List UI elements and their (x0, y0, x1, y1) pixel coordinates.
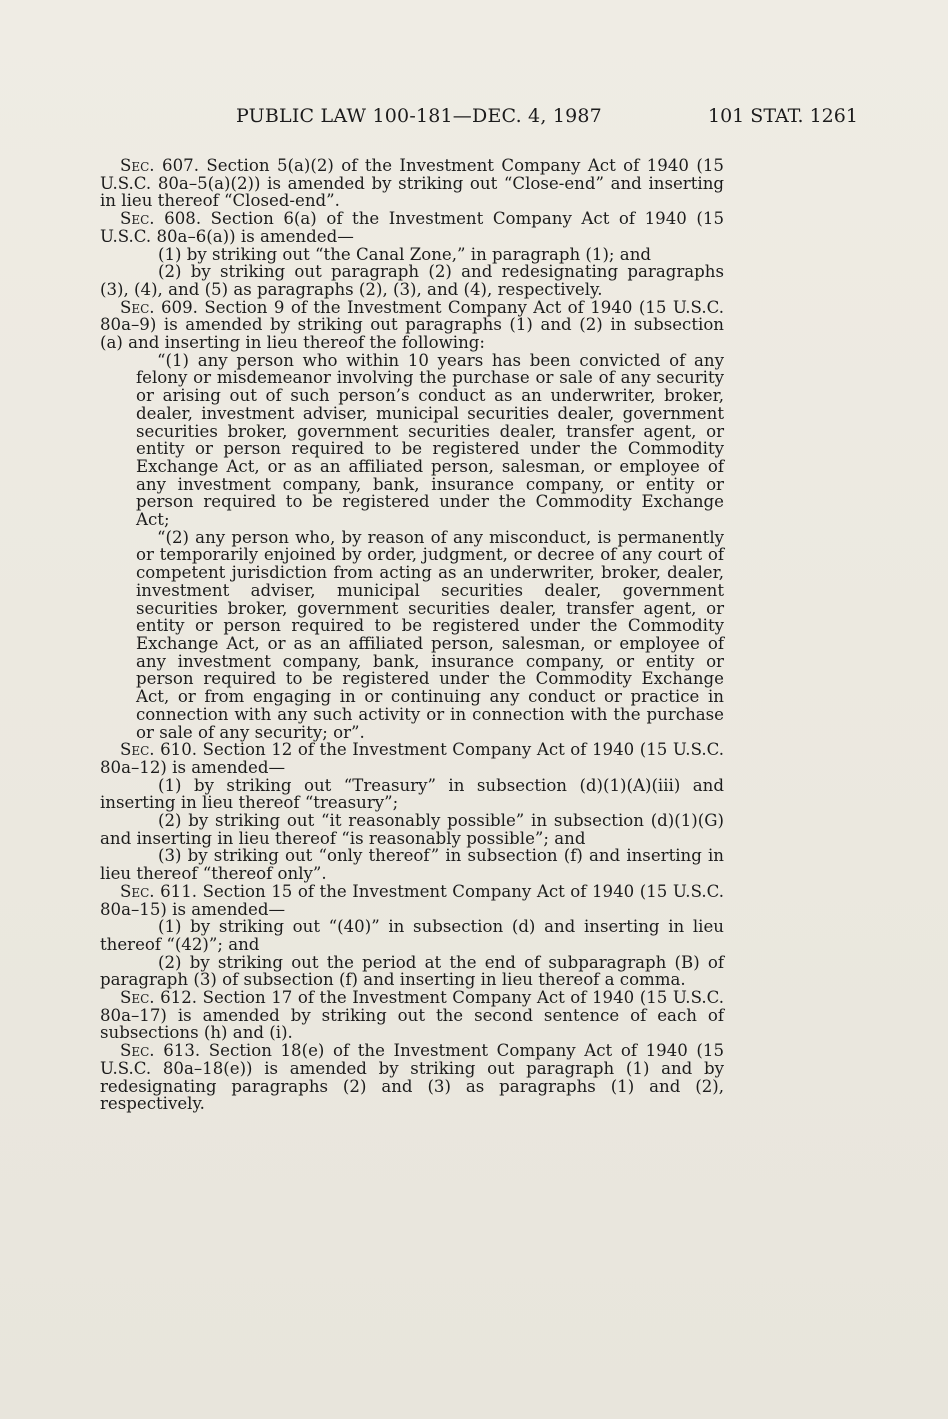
section-label: Sec. (120, 881, 155, 901)
section-text: 607. Section 5(a)(2) of the Investment Company Act of 1940 (15 U.S.C. 80a–5(a)(2)) is amended by striking out “Close-end” and inserting in lieu thereof “Closed-end”. (100, 156, 724, 211)
section-label: Sec. (120, 209, 155, 229)
paragraph-item: (2) by striking out the period at the end of subparagraph (B) of paragraph (3) of subsection (f) and inserting in lieu thereof a comma. (100, 952, 724, 990)
paragraph-item: (2) by striking out paragraph (2) and redesignating paragraphs (3), (4), and (5) as paragraphs (2), (3), and (4), respectively. (100, 262, 724, 299)
section-608 (100, 210, 724, 245)
section-612 (100, 989, 724, 1042)
section-label: Sec. (120, 1041, 155, 1061)
paragraph-item: (1) by striking out “Treasury” in subsection (d)(1)(A)(iii) and inserting in lieu thereof “treasury”; (100, 775, 724, 813)
statute-page-number: 101 STAT. 1261 (708, 105, 858, 127)
section-text: 608. Section 6(a) of the Investment Company Act of 1940 (15 U.S.C. 80a–6(a)) is amended— (100, 209, 724, 246)
section-text: 613. Section 18(e) of the Investment Company Act of 1940 (15 U.S.C. 80a–18(e)) is amended by striking out paragraph (1) and by redesignating paragraphs (2) and (3) as paragraphs (1) and (2), respectively. (100, 1041, 724, 1114)
section-610 (100, 741, 724, 776)
section-label: Sec. (120, 988, 155, 1008)
quoted-paragraph: “(2) any person who, by reason of any misconduct, is permanently or temporarily enjoined by order, judgment, or decree of any court of competent jurisdiction from acting as an underwriter, broker, dealer, investment adviser, municipal securities dealer, government securities broker, government securities dealer, transfer agent, or entity or person required to be registered under the Commodity Exchange Act, or as an affiliated person, salesman, or employee of any investment company, bank, insurance company, or entity or person required to be registered under the Commodity Exchange Act, or from engaging in or continuing any conduct or practice in connection with any such activity or in connection with the purchase or sale of any security; or”. (136, 527, 724, 742)
section-label: Sec. (120, 297, 155, 317)
section-text: 609. Section 9 of the Investment Company Act of 1940 (15 U.S.C. 80a–9) is amended by striking out paragraphs (1) and (2) in subsection (a) and inserting in lieu thereof the following: (100, 297, 724, 353)
page-header (0, 105, 948, 135)
section-607 (100, 157, 724, 210)
header-title: PUBLIC LAW 100-181—DEC. 4, 1987 (236, 105, 602, 127)
section-609 (100, 299, 724, 352)
paragraph-item: (2) by striking out “it reasonably possible” in subsection (d)(1)(G) and inserting in lieu thereof “is reasonably possible”; and (100, 811, 724, 848)
section-613 (100, 1042, 724, 1113)
section-text: 610. Section 12 of the Investment Company Act of 1940 (15 U.S.C. 80a–12) is amended— (100, 740, 724, 777)
paragraph-item: (3) by striking out “only thereof” in subsection (f) and inserting in lieu thereof “thereof only”. (100, 846, 724, 884)
section-label: Sec. (120, 156, 155, 175)
section-text: 611. Section 15 of the Investment Company Act of 1940 (15 U.S.C. 80a–15) is amended— (100, 881, 724, 919)
body-text (100, 157, 724, 1113)
section-label: Sec. (120, 740, 155, 760)
paragraph-item: (1) by striking out “the Canal Zone,” in paragraph (1); and (158, 244, 651, 264)
paragraph-item: (1) by striking out “(40)” in subsection (d) and inserting in lieu thereof “(42)”; and (100, 917, 724, 954)
section-text: 612. Section 17 of the Investment Company Act of 1940 (15 U.S.C. 80a–17) is amended by striking out the second sentence of each of subsections (h) and (i). (100, 988, 724, 1043)
quoted-paragraph: “(1) any person who within 10 years has been convicted of any felony or misdemeanor involving the purchase or sale of any security or arising out of such person’s conduct as an underwriter, broker, dealer, investment adviser, municipal securities dealer, government securities broker, government securities dealer, transfer agent, or entity or person required to be registered under the Commodity Exchange Act, or as an affiliated person, salesman, or employee of any investment company, bank, insurance company, or entity or person required to be registered under the Commodity Exchange Act; (136, 350, 724, 530)
section-611 (100, 883, 724, 918)
